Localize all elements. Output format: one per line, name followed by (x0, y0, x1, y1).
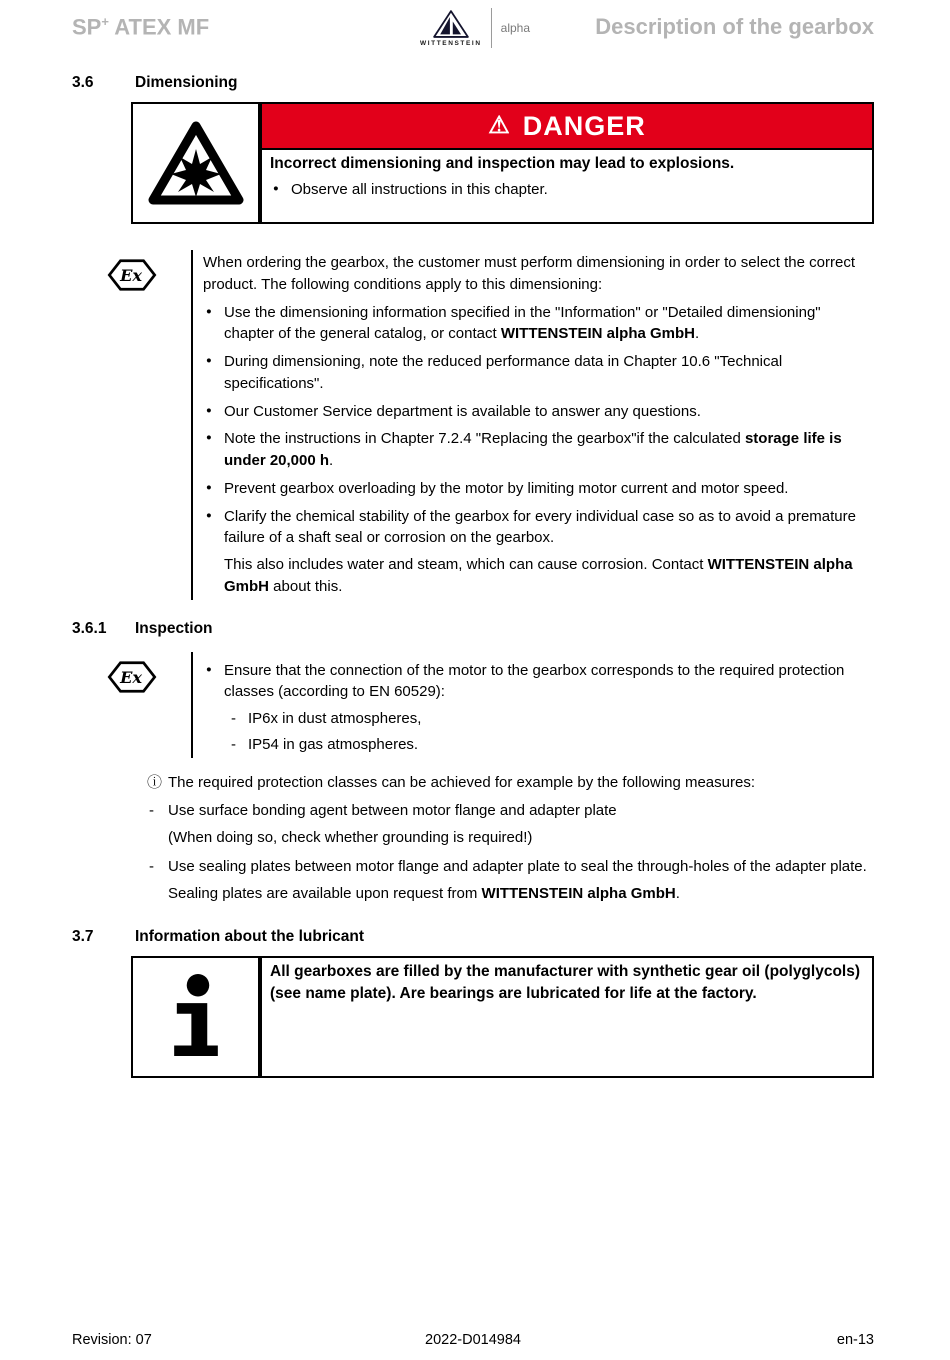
document-code-rest: ATEX MF (108, 14, 210, 40)
page-header (0, 0, 950, 66)
measure-text: Use surface bonding agent between motor flange and adapter plate (168, 802, 617, 820)
document-code (72, 14, 209, 40)
wittenstein-logo (420, 8, 530, 48)
inspection-measures (147, 772, 874, 905)
danger-title: DANGER (522, 110, 646, 141)
sub-item: - IP54 in gas atmospheres. (231, 734, 874, 756)
explosion-warning-icon (146, 119, 246, 207)
logo-divider (491, 8, 492, 48)
protection-class-list (231, 708, 874, 756)
info-i-icon (165, 974, 227, 1060)
info-note (147, 772, 874, 794)
measure-item (147, 856, 874, 905)
info-icon-cell (131, 956, 260, 1078)
bullet-item (203, 506, 874, 598)
section-number: 3.7 (72, 928, 94, 946)
danger-bullet-item: ● Observe all instructions in this chapter. (270, 179, 864, 201)
logo-brand-text: WITTENSTEIN (419, 39, 482, 47)
danger-bullet-list (270, 179, 864, 201)
bullet-text: Ensure that the connection of the motor to the gearbox corresponds to the required protection classes (according to EN 60529): (224, 661, 845, 701)
danger-message (262, 148, 872, 222)
section-title: Information about the lubricant (135, 928, 365, 946)
logo-alpha-text: alpha (500, 21, 531, 35)
logo-triangle-icon (433, 10, 469, 38)
svg-text:Ex: Ex (119, 266, 142, 286)
atex-ex-icon (107, 660, 157, 694)
danger-content (260, 102, 874, 224)
bullet-text: During dimensioning, note the reduced performance data in Chapter 10.6 "Technical specifications". (224, 353, 783, 392)
footer-revision: Revision: 07 (72, 1332, 152, 1348)
ex-inspection-block (72, 652, 874, 758)
footer-page-number: en-13 (836, 1332, 874, 1348)
section-heading-3-6 (0, 74, 950, 92)
svg-text:Ex: Ex (119, 667, 142, 687)
bullet-item (203, 302, 874, 346)
bullet-text: Clarify the chemical stability of the gearbox for every individual case so as to avoid a premature failure of a shaft seal or corrosion on the gearbox. (224, 507, 856, 547)
bullet-item (203, 478, 874, 500)
ex-dimensioning-block (72, 250, 874, 600)
bullet-continuation: This also includes water and steam, which can cause corrosion. Contact WITTENSTEIN alpha GmbH about this. (224, 556, 853, 595)
atex-ex-icon-wrap (72, 250, 191, 600)
warning-triangle-icon: ⚠ (488, 112, 511, 139)
section-title: Inspection (135, 619, 213, 637)
danger-box (131, 102, 874, 224)
section-title: Dimensioning (135, 74, 238, 91)
bullet-text: Use the dimensioning information specified in the "Information" or "Detailed dimensioning" chapter of the general catalog, or contact WITTENSTEIN alpha GmbH. (224, 303, 821, 343)
dimensioning-bullet-list (203, 302, 874, 598)
info-note-text: The required protection classes can be achieved for example by the following measures: (168, 773, 755, 791)
bullet-item (203, 428, 874, 472)
lubricant-info-box (131, 956, 874, 1078)
danger-title-bar (262, 104, 872, 148)
document-code-base: SP (72, 14, 102, 40)
atex-ex-icon-wrap (72, 652, 191, 758)
footer-document-number: 2022-D014984 (425, 1332, 521, 1348)
document-code-sup: + (101, 14, 109, 29)
sub-item: - IP6x in dust atmospheres, (231, 708, 874, 730)
measure-continuation: Sealing plates are available upon request from WITTENSTEIN alpha GmbH. (168, 884, 680, 902)
info-circle-icon: ⓘ (147, 773, 163, 791)
info-box-message: All gearboxes are filled by the manufacturer with synthetic gear oil (polyglycols) (see name plate). Are bearings are lubricated for life at the factory. (260, 956, 874, 1078)
explosion-warning-icon-cell (131, 102, 260, 224)
page-footer (0, 1332, 950, 1348)
bullet-text: Our Customer Service department is available to answer any questions. (224, 402, 701, 420)
danger-headline: Incorrect dimensioning and inspection may lead to explosions. (270, 155, 735, 172)
measure-continuation: (When doing so, check whether grounding is required!) (168, 829, 533, 846)
bullet-text: Prevent gearbox overloading by the motor by limiting motor current and motor speed. (224, 479, 789, 497)
section-heading-3-7 (0, 928, 950, 946)
logo-mark-column (420, 10, 482, 47)
inspection-bullet-list (203, 660, 874, 756)
bullet-item (203, 351, 874, 395)
bullet-item (203, 401, 874, 423)
page-title: Description of the gearbox (595, 14, 874, 39)
section-number: 3.6.1 (72, 619, 107, 637)
measure-text: Use sealing plates between motor flange and adapter plate to seal the through-holes of the adapter plate. (168, 857, 867, 875)
bullet-item (203, 660, 874, 756)
header-logo-area (420, 8, 530, 48)
atex-ex-icon (107, 258, 157, 292)
inspection-text (191, 652, 874, 758)
section-heading-3-6-1 (0, 620, 950, 638)
measure-item (147, 800, 874, 849)
section-number: 3.6 (72, 74, 94, 91)
intro-paragraph: When ordering the gearbox, the customer must perform dimensioning in order to select the correct product. The following conditions apply to this dimensioning: (203, 254, 855, 293)
dimensioning-text (191, 250, 874, 600)
bullet-text: Note the instructions in Chapter 7.2.4 "Replacing the gearbox"if the calculated storage life is under 20,000 h. (224, 430, 842, 469)
